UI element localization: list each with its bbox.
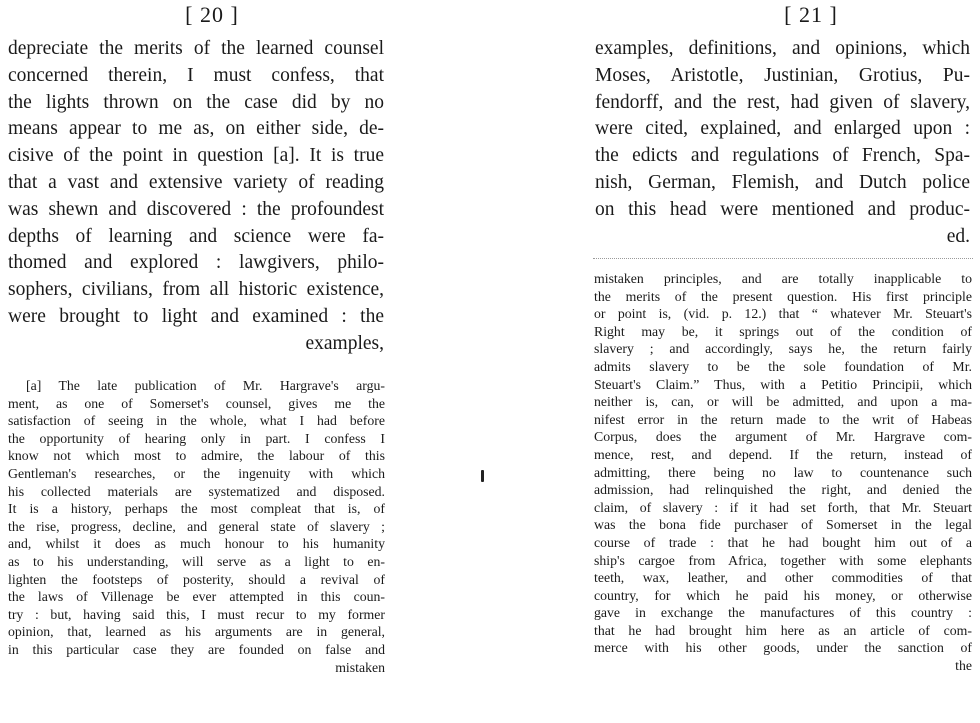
body-line: were cited, explained, and enlarged upon : — [595, 118, 970, 140]
body-line: were brought to light and examined : the — [8, 305, 384, 327]
right-footnote — [594, 270, 972, 675]
body-line: nish, German, Flemish, and Dutch police — [595, 171, 970, 193]
footnote-line: slavery ; and accordingly, says he, the return fairly — [594, 341, 972, 357]
footnote-line: claim, of slavery : if it had set forth, that Mr. Steuart — [594, 499, 972, 515]
footnote-line: was the bona fide purchaser of Somerset in the legal — [594, 517, 972, 533]
dotted-rule — [593, 258, 973, 259]
body-line: was shewn and discovered : the profoundest — [8, 198, 384, 220]
body-line: Moses, Aristotle, Justinian, Grotius, Pu- — [595, 64, 970, 86]
body-line: cisive of the point in question [a]. It is true — [8, 145, 384, 167]
body-line: depreciate the merits of the learned counsel — [8, 38, 384, 59]
body-line: fendorff, and the rest, had given of slavery, — [595, 91, 970, 113]
footnote-line: neither is, can, or will be admitted, and upon a ma- — [594, 394, 972, 410]
right-page — [585, 0, 980, 723]
footnote-line: ship's cargoe from Africa, together with some elephants — [594, 552, 972, 568]
footnote-line: mistaken principles, and are totally inapplicable to — [594, 271, 972, 286]
footnote-line: and, whilst it does as much honour to his humanity — [8, 536, 385, 552]
footnote-line: Gentleman's researches, or the ingenuity with which — [8, 465, 385, 481]
body-line: the lights thrown on the case did by no — [8, 91, 384, 113]
footnote-catchword: the — [955, 658, 972, 674]
footnote-line: mence, rest, and depend. If the return, instead of — [594, 446, 972, 462]
footnote-line: or point is, (vid. p. 12.) that “ whatever Mr. Steuart's — [594, 306, 972, 322]
footnote-line: merce with his other goods, under the sanction of — [594, 640, 972, 656]
footnote-line: the opportunity of hearing only in part. I confess I — [8, 430, 385, 446]
right-body-text — [595, 36, 970, 250]
footnote-catchword: mistaken — [335, 659, 385, 675]
body-line: the edicts and regulations of French, Spa- — [595, 145, 970, 167]
footnote-line: admits slavery to be the sole foundation of Mr. — [594, 358, 972, 374]
left-footnote — [8, 377, 385, 676]
body-line: means appear to me as, on either side, de- — [8, 118, 384, 140]
body-line: that a vast and extensive variety of reading — [8, 171, 384, 193]
catchword: examples, — [305, 332, 384, 354]
footnote-line: Corpus, does the argument of Mr. Hargrave com- — [594, 429, 972, 445]
footnote-line: lighten the footsteps of posterity, should a revival of — [8, 571, 385, 587]
footnote-line: as to his understanding, will serve as a light to en- — [8, 553, 385, 569]
footnote-line: that he had brought him here as an article of com- — [594, 622, 972, 638]
footnote-line: teeth, wax, leather, and other commodities of that — [594, 570, 972, 586]
footnote-line: the rise, progress, decline, and general state of slavery ; — [8, 518, 385, 534]
body-line: examples, definitions, and opinions, which — [595, 38, 970, 59]
gutter-mark — [481, 470, 484, 482]
footnote-line: Steuart's Claim.” Thus, with a Petitio Principii, which — [594, 376, 972, 392]
body-line: concerned therein, I must confess, that — [8, 64, 384, 86]
footnote-line: gave in exchange the manufactures of this country : — [594, 605, 972, 621]
footnote-line: It is a history, perhaps the most compleat that is, of — [8, 501, 385, 517]
footnote-line: admission, had relinquished the right, and denied the — [594, 482, 972, 498]
footnote-line: in this particular case they are founded on false and — [8, 641, 385, 657]
footnote-line: the laws of Villenage be ever attempted in this coun- — [8, 589, 385, 605]
footnote-line: Right may be, it springs out of the condition of — [594, 323, 972, 339]
body-line: thomed and explored : lawgivers, philo- — [8, 252, 384, 274]
footnote-line: nifest error in the return made to the writ of Habeas — [594, 411, 972, 427]
body-line: sophers, civilians, from all historic existence, — [8, 279, 384, 301]
footnote-line: [a] The late publication of Mr. Hargrave's argu- — [26, 378, 385, 393]
footnote-line: course of trade : that he had bought him out of a — [594, 534, 972, 550]
left-body-text — [8, 36, 384, 358]
footnote-line: ment, as one of Somerset's counsel, gives me the — [8, 395, 385, 411]
footnote-line: try : but, having said this, I must recur to my former — [8, 606, 385, 622]
footnote-line: opinion, that, learned as his arguments are in general, — [8, 624, 385, 640]
footnote-line: his collected materials are systematized and disposed. — [8, 483, 385, 499]
body-line: depths of learning and science were fa- — [8, 225, 384, 247]
left-page-number: [ 20 ] — [185, 2, 239, 27]
footnote-line: country, for which he paid his money, or otherwise — [594, 587, 972, 603]
footnote-line: admitting, there being no law to countenance such — [594, 464, 972, 480]
footnote-line: satisfaction of seeing in the whole, what I had before — [8, 413, 385, 429]
footnote-line: know not which most to admire, the labour of this — [8, 448, 385, 464]
left-page — [0, 0, 400, 723]
footnote-line: the merits of the present question. His first principle — [594, 288, 972, 304]
body-line: on this head were mentioned and produc- — [595, 198, 970, 220]
right-page-number: [ 21 ] — [784, 2, 838, 27]
body-line-end: ed. — [946, 225, 970, 247]
